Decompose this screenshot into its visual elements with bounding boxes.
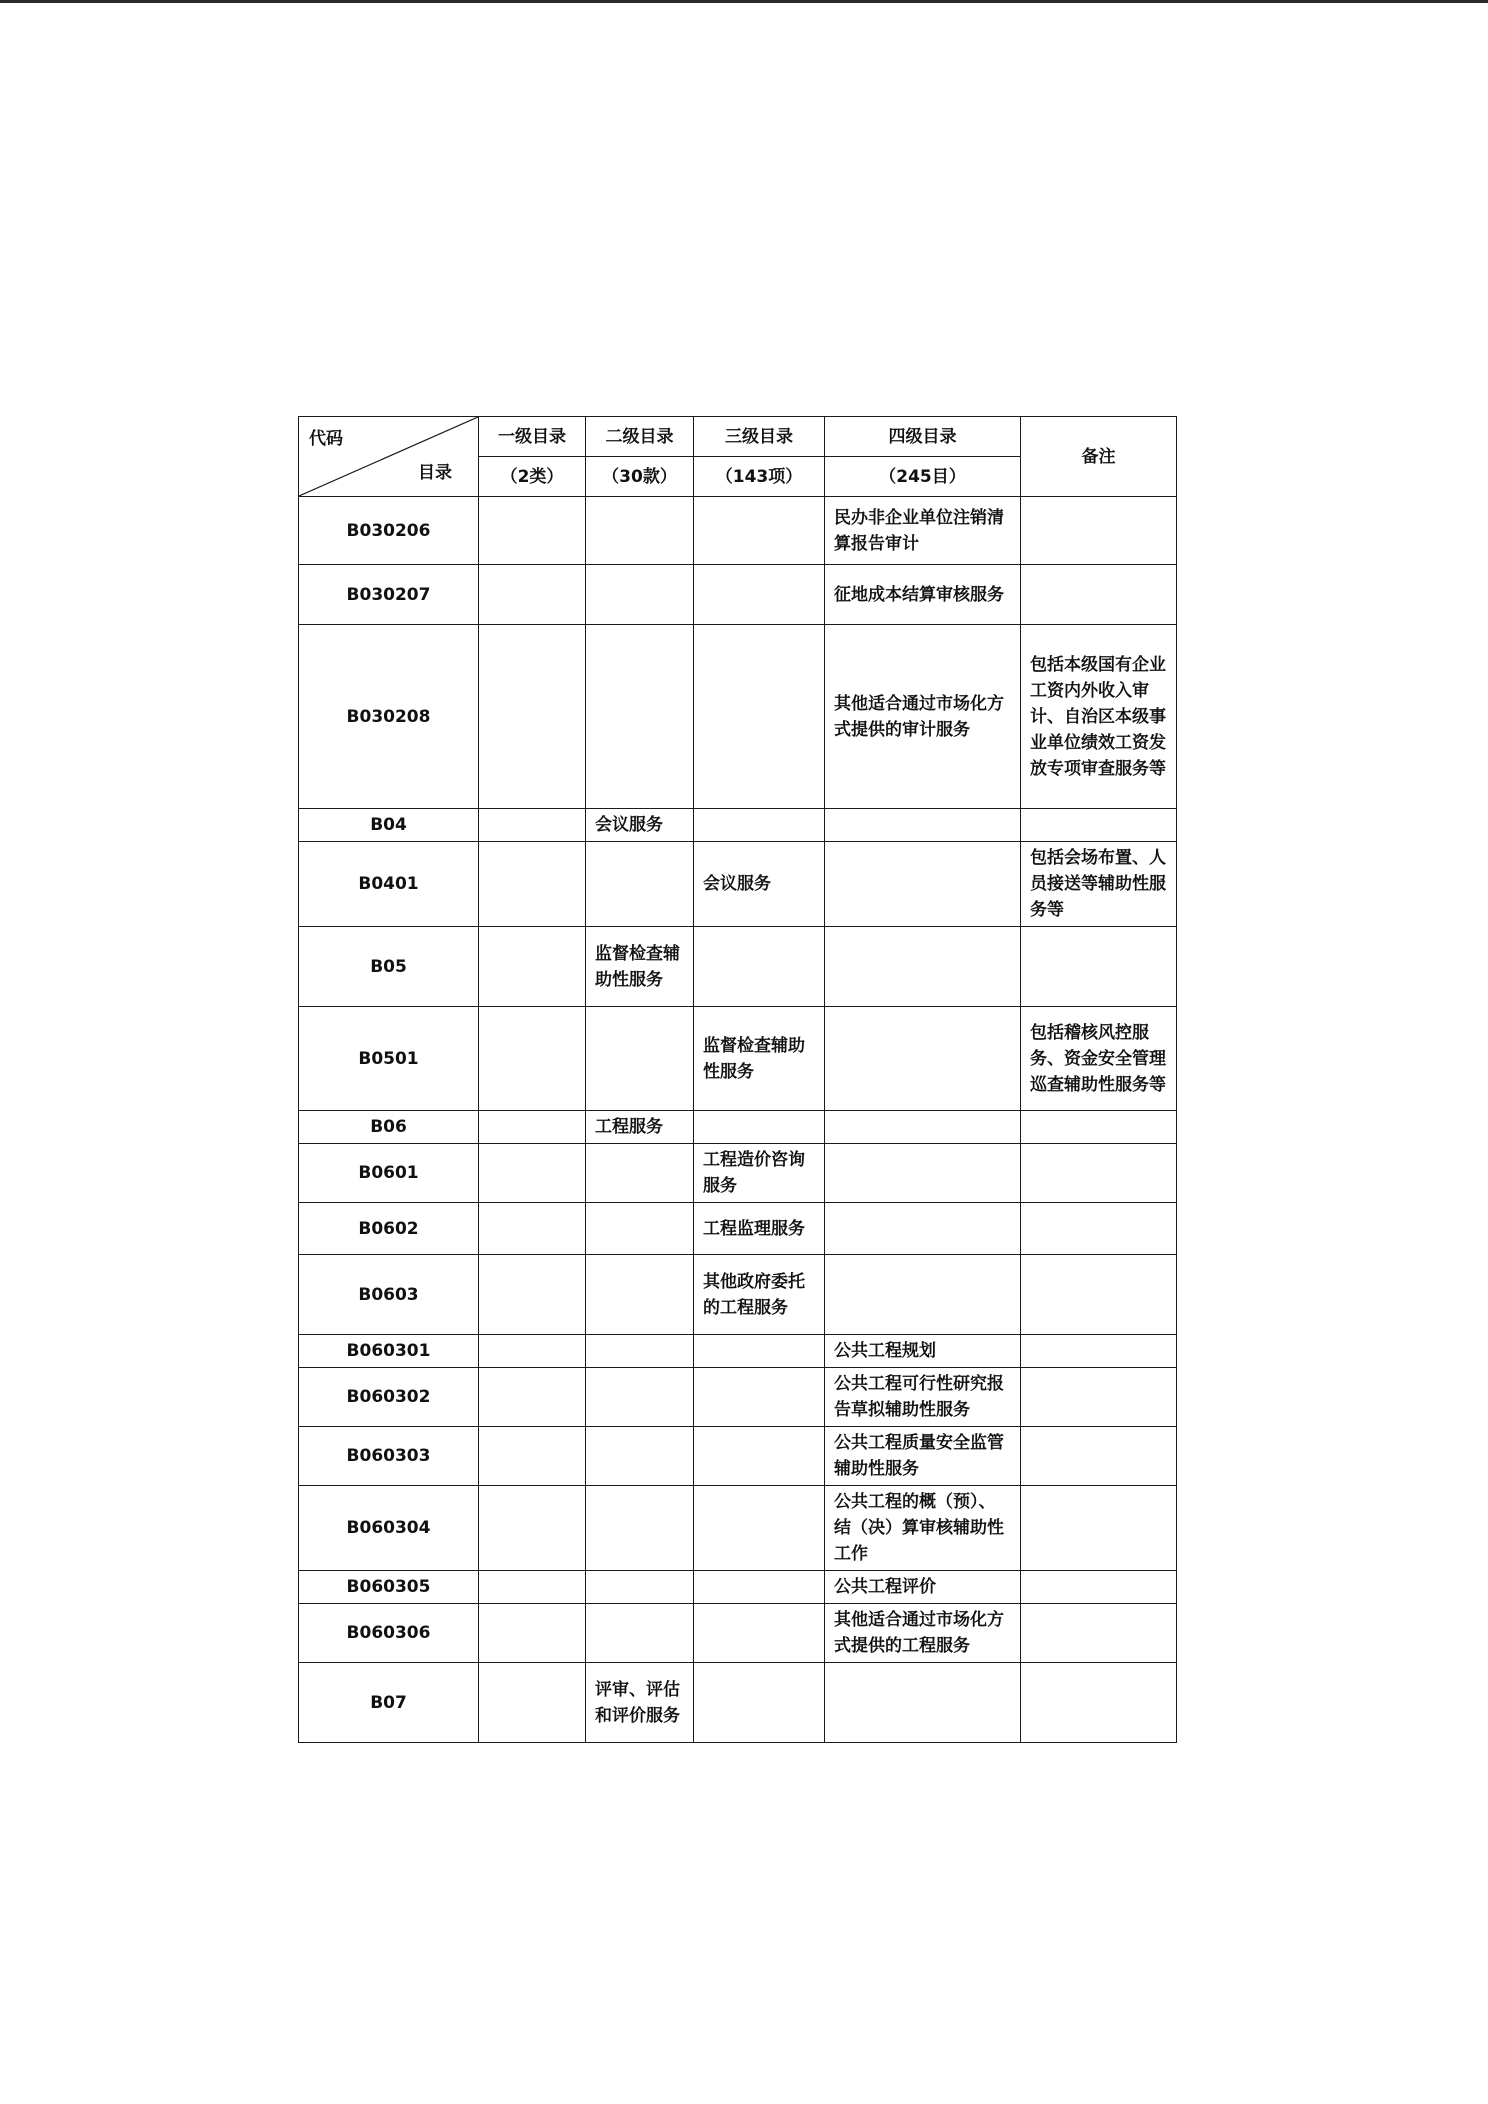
row-level4 <box>825 842 1021 927</box>
row-level3 <box>694 809 825 842</box>
row-level4 <box>825 1255 1021 1335</box>
header-level2-count: （30款） <box>586 457 694 497</box>
row-remark <box>1021 1604 1177 1663</box>
row-code: B060305 <box>299 1571 479 1604</box>
row-remark <box>1021 565 1177 625</box>
row-level1 <box>479 1427 586 1486</box>
row-remark <box>1021 1368 1177 1427</box>
row-level4 <box>825 1663 1021 1743</box>
row-level2 <box>586 1255 694 1335</box>
row-code: B030208 <box>299 625 479 809</box>
table-row <box>299 1007 1177 1111</box>
row-level2 <box>586 565 694 625</box>
row-level1 <box>479 809 586 842</box>
row-level4: 其他适合通过市场化方式提供的审计服务 <box>825 625 1021 809</box>
row-code: B060302 <box>299 1368 479 1427</box>
row-remark <box>1021 809 1177 842</box>
row-level4: 民办非企业单位注销清算报告审计 <box>825 497 1021 565</box>
table-row <box>299 927 1177 1007</box>
table-row <box>299 1427 1177 1486</box>
row-code: B060306 <box>299 1604 479 1663</box>
row-level4: 公共工程可行性研究报告草拟辅助性服务 <box>825 1368 1021 1427</box>
row-level3 <box>694 1571 825 1604</box>
row-level1 <box>479 1255 586 1335</box>
row-level3 <box>694 1604 825 1663</box>
row-level4: 其他适合通过市场化方式提供的工程服务 <box>825 1604 1021 1663</box>
row-remark: 包括本级国有企业工资内外收入审计、自治区本级事业单位绩效工资发放专项审查服务等 <box>1021 625 1177 809</box>
row-remark <box>1021 1111 1177 1144</box>
header-level4: 四级目录 <box>825 417 1021 457</box>
table-row <box>299 842 1177 927</box>
row-code: B07 <box>299 1663 479 1743</box>
row-level1 <box>479 625 586 809</box>
row-level1 <box>479 1663 586 1743</box>
row-level2 <box>586 1427 694 1486</box>
row-level4 <box>825 1144 1021 1203</box>
row-level4 <box>825 1203 1021 1255</box>
table-body <box>299 497 1177 1743</box>
row-level4: 公共工程评价 <box>825 1571 1021 1604</box>
row-level2 <box>586 497 694 565</box>
table-row <box>299 1144 1177 1203</box>
table-row <box>299 1663 1177 1743</box>
row-code: B060303 <box>299 1427 479 1486</box>
row-level3 <box>694 625 825 809</box>
header-level4-count: （245目） <box>825 457 1021 497</box>
row-level1 <box>479 1604 586 1663</box>
row-level2 <box>586 1335 694 1368</box>
table-row <box>299 497 1177 565</box>
row-level2: 工程服务 <box>586 1111 694 1144</box>
row-remark <box>1021 1571 1177 1604</box>
row-code: B030207 <box>299 565 479 625</box>
table-row <box>299 809 1177 842</box>
row-code: B0603 <box>299 1255 479 1335</box>
row-code: B060301 <box>299 1335 479 1368</box>
row-code: B0602 <box>299 1203 479 1255</box>
row-level3 <box>694 1111 825 1144</box>
row-level3 <box>694 1486 825 1571</box>
row-level1 <box>479 1335 586 1368</box>
row-level3 <box>694 497 825 565</box>
row-remark <box>1021 1255 1177 1335</box>
row-code: B0501 <box>299 1007 479 1111</box>
table-row <box>299 565 1177 625</box>
table-row <box>299 1604 1177 1663</box>
row-level1 <box>479 1571 586 1604</box>
catalog-table-container <box>298 416 1177 1743</box>
header-corner-cell <box>299 417 479 497</box>
row-level1 <box>479 1486 586 1571</box>
row-level3 <box>694 927 825 1007</box>
row-level1 <box>479 842 586 927</box>
row-level2 <box>586 1007 694 1111</box>
row-level2 <box>586 1486 694 1571</box>
table-row <box>299 1368 1177 1427</box>
table-row <box>299 1203 1177 1255</box>
table-row <box>299 625 1177 809</box>
row-level1 <box>479 1111 586 1144</box>
row-level3: 会议服务 <box>694 842 825 927</box>
row-level3: 其他政府委托的工程服务 <box>694 1255 825 1335</box>
row-remark <box>1021 1663 1177 1743</box>
row-code: B0601 <box>299 1144 479 1203</box>
row-level1 <box>479 927 586 1007</box>
row-level1 <box>479 497 586 565</box>
row-code: B060304 <box>299 1486 479 1571</box>
row-level4 <box>825 1111 1021 1144</box>
row-code: B030206 <box>299 497 479 565</box>
row-level2 <box>586 842 694 927</box>
row-level4 <box>825 927 1021 1007</box>
row-level3 <box>694 1663 825 1743</box>
row-level4: 公共工程的概（预）、结（决）算审核辅助性工作 <box>825 1486 1021 1571</box>
row-level3: 工程造价咨询服务 <box>694 1144 825 1203</box>
row-level1 <box>479 1368 586 1427</box>
row-level3 <box>694 565 825 625</box>
row-code: B06 <box>299 1111 479 1144</box>
row-level4: 公共工程规划 <box>825 1335 1021 1368</box>
row-code: B05 <box>299 927 479 1007</box>
header-code-label: 代码 <box>309 429 343 449</box>
page-top-edge <box>0 0 1488 3</box>
row-level4 <box>825 1007 1021 1111</box>
row-code: B0401 <box>299 842 479 927</box>
row-remark <box>1021 927 1177 1007</box>
row-level1 <box>479 1007 586 1111</box>
row-level2 <box>586 1604 694 1663</box>
row-level1 <box>479 1203 586 1255</box>
row-remark <box>1021 1427 1177 1486</box>
row-level3 <box>694 1368 825 1427</box>
table-row <box>299 1111 1177 1144</box>
row-level3 <box>694 1335 825 1368</box>
row-level2: 评审、评估和评价服务 <box>586 1663 694 1743</box>
table-header <box>299 417 1177 497</box>
row-remark <box>1021 1144 1177 1203</box>
row-level4 <box>825 809 1021 842</box>
row-level3: 监督检查辅助性服务 <box>694 1007 825 1111</box>
row-level2 <box>586 625 694 809</box>
header-level1: 一级目录 <box>479 417 586 457</box>
row-level2 <box>586 1144 694 1203</box>
row-level4: 公共工程质量安全监管辅助性服务 <box>825 1427 1021 1486</box>
header-remark: 备注 <box>1021 417 1177 497</box>
row-remark <box>1021 1203 1177 1255</box>
row-remark: 包括会场布置、人员接送等辅助性服务等 <box>1021 842 1177 927</box>
row-level2 <box>586 1203 694 1255</box>
row-remark <box>1021 1335 1177 1368</box>
row-level2: 会议服务 <box>586 809 694 842</box>
row-level2 <box>586 1571 694 1604</box>
row-level1 <box>479 565 586 625</box>
catalog-table <box>298 416 1177 1743</box>
header-level3: 三级目录 <box>694 417 825 457</box>
table-row <box>299 1486 1177 1571</box>
row-remark <box>1021 1486 1177 1571</box>
row-level2 <box>586 1368 694 1427</box>
header-catalog-label: 目录 <box>418 463 452 483</box>
row-level3: 工程监理服务 <box>694 1203 825 1255</box>
row-level4: 征地成本结算审核服务 <box>825 565 1021 625</box>
row-level1 <box>479 1144 586 1203</box>
row-level3 <box>694 1427 825 1486</box>
header-level1-count: （2类） <box>479 457 586 497</box>
row-remark <box>1021 497 1177 565</box>
row-code: B04 <box>299 809 479 842</box>
table-row <box>299 1571 1177 1604</box>
header-level2: 二级目录 <box>586 417 694 457</box>
row-level2: 监督检查辅助性服务 <box>586 927 694 1007</box>
row-remark: 包括稽核风控服务、资金安全管理巡查辅助性服务等 <box>1021 1007 1177 1111</box>
table-row <box>299 1255 1177 1335</box>
table-row <box>299 1335 1177 1368</box>
header-level3-count: （143项） <box>694 457 825 497</box>
